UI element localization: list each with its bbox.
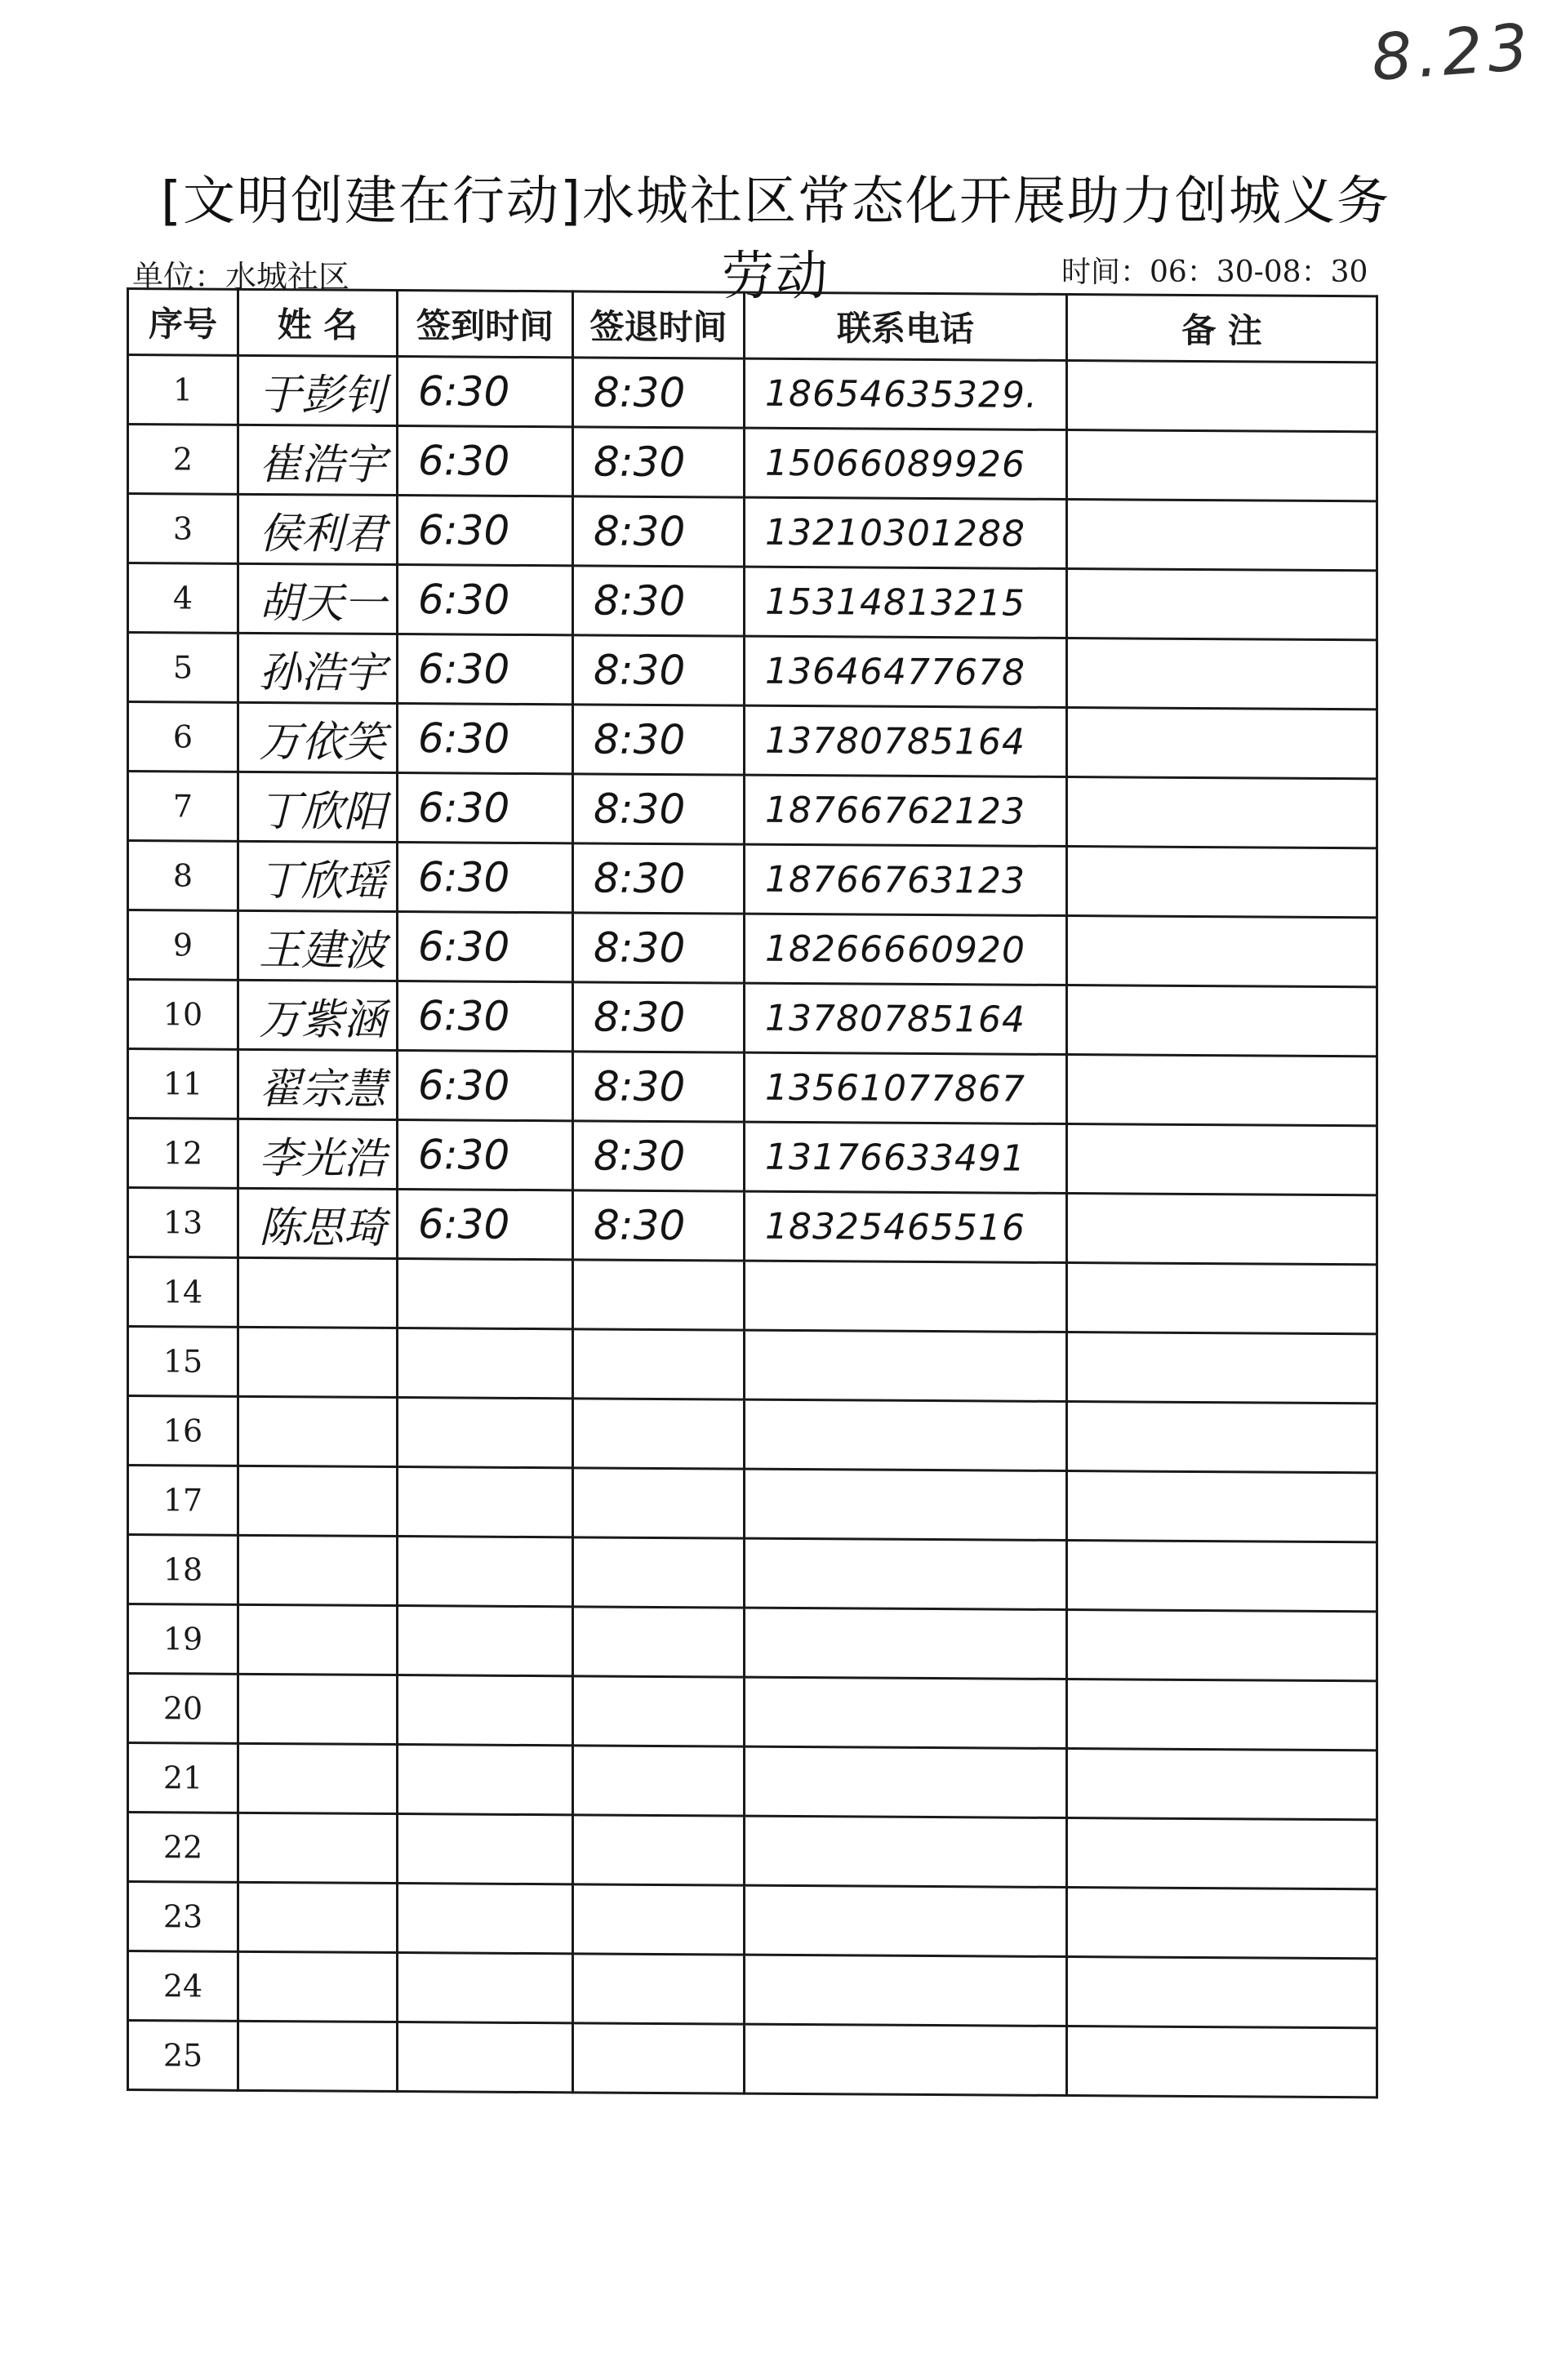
row-seq: 16 (128, 1396, 238, 1466)
row-checkout (573, 1954, 745, 2024)
row-name: 侯利君 (238, 494, 398, 564)
row-note (1067, 1263, 1377, 1334)
header-name: 姓 名 (238, 289, 398, 356)
row-checkout (573, 1746, 745, 1816)
row-checkout: 8:30 (573, 843, 745, 914)
row-checkout (573, 2023, 745, 2093)
row-checkin (398, 1953, 573, 2023)
row-name (238, 2021, 398, 2091)
attendance-table (127, 287, 1378, 2098)
row-seq: 4 (128, 563, 238, 634)
row-checkout: 8:30 (573, 358, 745, 428)
row-checkout (573, 1468, 745, 1538)
row-phone: 13780785164 (745, 983, 1067, 1054)
table-row (128, 1743, 1377, 1820)
row-note (1067, 1332, 1377, 1404)
row-note (1067, 1541, 1377, 1612)
row-seq: 19 (128, 1604, 238, 1675)
row-checkin: 6:30 (398, 1051, 573, 1121)
table-header-row (128, 289, 1377, 363)
row-checkout: 8:30 (573, 1190, 745, 1261)
row-note (1067, 2026, 1377, 2098)
row-seq: 1 (128, 355, 238, 425)
row-checkout: 8:30 (573, 774, 745, 844)
row-seq: 6 (128, 702, 238, 772)
row-note (1067, 847, 1377, 918)
row-name: 于彭钊 (238, 355, 398, 425)
row-checkin: 6:30 (398, 843, 573, 913)
row-seq: 10 (128, 980, 238, 1050)
row-note (1067, 1818, 1377, 1889)
table-row (128, 1674, 1377, 1751)
row-checkout: 8:30 (573, 913, 745, 983)
row-note (1067, 1055, 1377, 1126)
row-checkin (398, 1537, 573, 1607)
row-note (1067, 500, 1377, 571)
row-name (238, 1674, 398, 1744)
row-note (1067, 361, 1377, 432)
row-checkin (398, 2022, 573, 2093)
row-seq: 13 (128, 1188, 238, 1258)
row-name (238, 1257, 398, 1328)
row-seq: 24 (128, 1951, 238, 2022)
row-phone (745, 1330, 1067, 1401)
row-note (1067, 430, 1377, 501)
row-name: 陈思琦 (238, 1188, 398, 1258)
row-checkout (573, 1815, 745, 1885)
row-seq: 18 (128, 1535, 238, 1605)
table-row (128, 494, 1377, 571)
row-note (1067, 638, 1377, 710)
row-checkout (573, 1537, 745, 1608)
row-seq: 23 (128, 1882, 238, 1952)
table-row (128, 2021, 1377, 2098)
unit-label: 单位：水城社区 (132, 259, 350, 295)
table-row (128, 702, 1377, 779)
row-phone: 13646477678 (745, 636, 1067, 707)
table-row (128, 1951, 1377, 2028)
header-seq: 序号 (128, 289, 238, 356)
row-seq: 22 (128, 1813, 238, 1883)
row-checkin (398, 1259, 573, 1329)
row-checkin (398, 1884, 573, 1954)
row-checkin: 6:30 (398, 704, 573, 774)
row-checkin: 6:30 (398, 426, 573, 496)
row-note (1067, 1194, 1377, 1265)
row-name: 丁欣阳 (238, 772, 398, 842)
row-checkout: 8:30 (573, 635, 745, 705)
row-seq: 25 (128, 2021, 238, 2091)
row-phone: 18325465516 (745, 1191, 1067, 1262)
header-checkin: 签到时间 (398, 291, 573, 358)
table-row (128, 1396, 1377, 1473)
table-row (128, 1604, 1377, 1681)
row-phone: 13210301288 (745, 497, 1067, 568)
row-seq: 2 (128, 425, 238, 495)
row-checkout (573, 1329, 745, 1399)
row-seq: 3 (128, 494, 238, 564)
row-phone: 15314813215 (745, 567, 1067, 638)
row-checkin (398, 1398, 573, 1468)
row-name (238, 1743, 398, 1813)
row-phone (745, 1469, 1067, 1540)
row-name (238, 1604, 398, 1675)
table-row (128, 1257, 1377, 1334)
row-checkin: 6:30 (398, 496, 573, 566)
header-phone: 联系电话 (745, 292, 1067, 360)
row-phone (745, 1261, 1067, 1332)
handwritten-date-note: 8.23 (1369, 11, 1536, 96)
row-phone: 13561077867 (745, 1052, 1067, 1123)
row-seq: 17 (128, 1466, 238, 1536)
table-row (128, 425, 1377, 501)
row-checkout: 8:30 (573, 1052, 745, 1122)
row-checkout: 8:30 (573, 705, 745, 775)
row-name (238, 1882, 398, 1952)
row-checkout: 8:30 (573, 982, 745, 1052)
row-checkout (573, 1607, 745, 1677)
row-checkout (573, 1260, 745, 1330)
row-checkin: 6:30 (398, 1120, 573, 1190)
row-checkout: 8:30 (573, 496, 745, 567)
row-checkin (398, 1814, 573, 1884)
row-seq: 11 (128, 1049, 238, 1119)
row-name: 王建波 (238, 910, 398, 981)
row-name (238, 1466, 398, 1536)
row-checkout: 8:30 (573, 427, 745, 497)
row-name: 孙浩宇 (238, 633, 398, 703)
table-row (128, 355, 1377, 432)
row-note (1067, 569, 1377, 640)
row-checkin: 6:30 (398, 565, 573, 635)
row-phone (745, 1538, 1067, 1609)
row-note (1067, 1749, 1377, 1820)
row-phone: 18654635329. (745, 358, 1067, 429)
row-name: 翟宗慧 (238, 1049, 398, 1119)
row-name: 万依笑 (238, 702, 398, 772)
row-seq: 20 (128, 1674, 238, 1744)
row-seq: 14 (128, 1257, 238, 1328)
time-label: 时间：06：30-08：30 (1061, 256, 1368, 289)
row-phone: 13176633491 (745, 1122, 1067, 1193)
table-row (128, 1882, 1377, 1959)
table-row (128, 633, 1377, 710)
table-row (128, 1049, 1377, 1126)
row-phone: 13780785164 (745, 705, 1067, 776)
row-name (238, 1951, 398, 2022)
row-phone (745, 1608, 1067, 1679)
row-name (238, 1535, 398, 1605)
row-note (1067, 1888, 1377, 1959)
row-checkin: 6:30 (398, 981, 573, 1052)
row-note (1067, 1957, 1377, 2028)
header-note: 备 注 (1067, 295, 1377, 363)
row-checkin: 6:30 (398, 357, 573, 427)
row-note (1067, 985, 1377, 1057)
table-row (128, 841, 1377, 918)
row-name: 李光浩 (238, 1119, 398, 1189)
row-phone (745, 1399, 1067, 1470)
row-note (1067, 1471, 1377, 1542)
row-checkout (573, 1884, 745, 1955)
table-row (128, 563, 1377, 640)
row-phone (745, 1885, 1067, 1956)
row-checkin: 6:30 (398, 912, 573, 982)
row-name: 胡天一 (238, 563, 398, 634)
document-title: [文明创建在行动]水城社区常态化开展助力创城义务劳动 (161, 171, 1390, 307)
row-note (1067, 1610, 1377, 1681)
row-phone (745, 1677, 1067, 1748)
row-checkin (398, 1328, 573, 1399)
row-phone: 18766762123 (745, 775, 1067, 846)
row-seq: 5 (128, 633, 238, 703)
row-checkout (573, 1399, 745, 1469)
table-row (128, 772, 1377, 848)
row-phone (745, 1746, 1067, 1817)
table-row (128, 1188, 1377, 1265)
row-checkout: 8:30 (573, 1121, 745, 1191)
row-phone: 15066089926 (745, 428, 1067, 499)
row-checkin: 6:30 (398, 1190, 573, 1260)
row-phone: 18266660920 (745, 914, 1067, 985)
table-row (128, 1119, 1377, 1195)
row-checkin: 6:30 (398, 773, 573, 843)
row-name (238, 1327, 398, 1397)
row-note (1067, 1679, 1377, 1751)
row-seq: 9 (128, 910, 238, 981)
row-seq: 21 (128, 1743, 238, 1813)
row-phone (745, 2024, 1067, 2095)
row-seq: 7 (128, 772, 238, 842)
row-phone: 18766763123 (745, 844, 1067, 915)
row-name: 崔浩宇 (238, 425, 398, 495)
row-phone (745, 1816, 1067, 1887)
row-phone (745, 1955, 1067, 2026)
row-note (1067, 1124, 1377, 1195)
row-checkout: 8:30 (573, 566, 745, 636)
row-name: 万紫涵 (238, 980, 398, 1050)
row-note (1067, 1402, 1377, 1473)
row-seq: 8 (128, 841, 238, 911)
row-name: 丁欣瑶 (238, 841, 398, 911)
row-checkout (573, 1676, 745, 1746)
row-note (1067, 916, 1377, 987)
row-checkin (398, 1467, 573, 1537)
table-row (128, 1466, 1377, 1542)
table-row (128, 1535, 1377, 1612)
header-checkout: 签退时间 (573, 291, 745, 358)
table-row (128, 1813, 1377, 1889)
table-row (128, 980, 1377, 1057)
row-note (1067, 777, 1377, 848)
row-note (1067, 708, 1377, 779)
row-checkin (398, 1675, 573, 1746)
table-row (128, 1327, 1377, 1404)
row-name (238, 1813, 398, 1883)
row-name (238, 1396, 398, 1466)
row-seq: 15 (128, 1327, 238, 1397)
row-checkin (398, 1606, 573, 1676)
table-body (128, 355, 1377, 2098)
row-seq: 12 (128, 1119, 238, 1189)
table-row (128, 910, 1377, 987)
row-checkin (398, 1745, 573, 1815)
row-checkin: 6:30 (398, 634, 573, 705)
